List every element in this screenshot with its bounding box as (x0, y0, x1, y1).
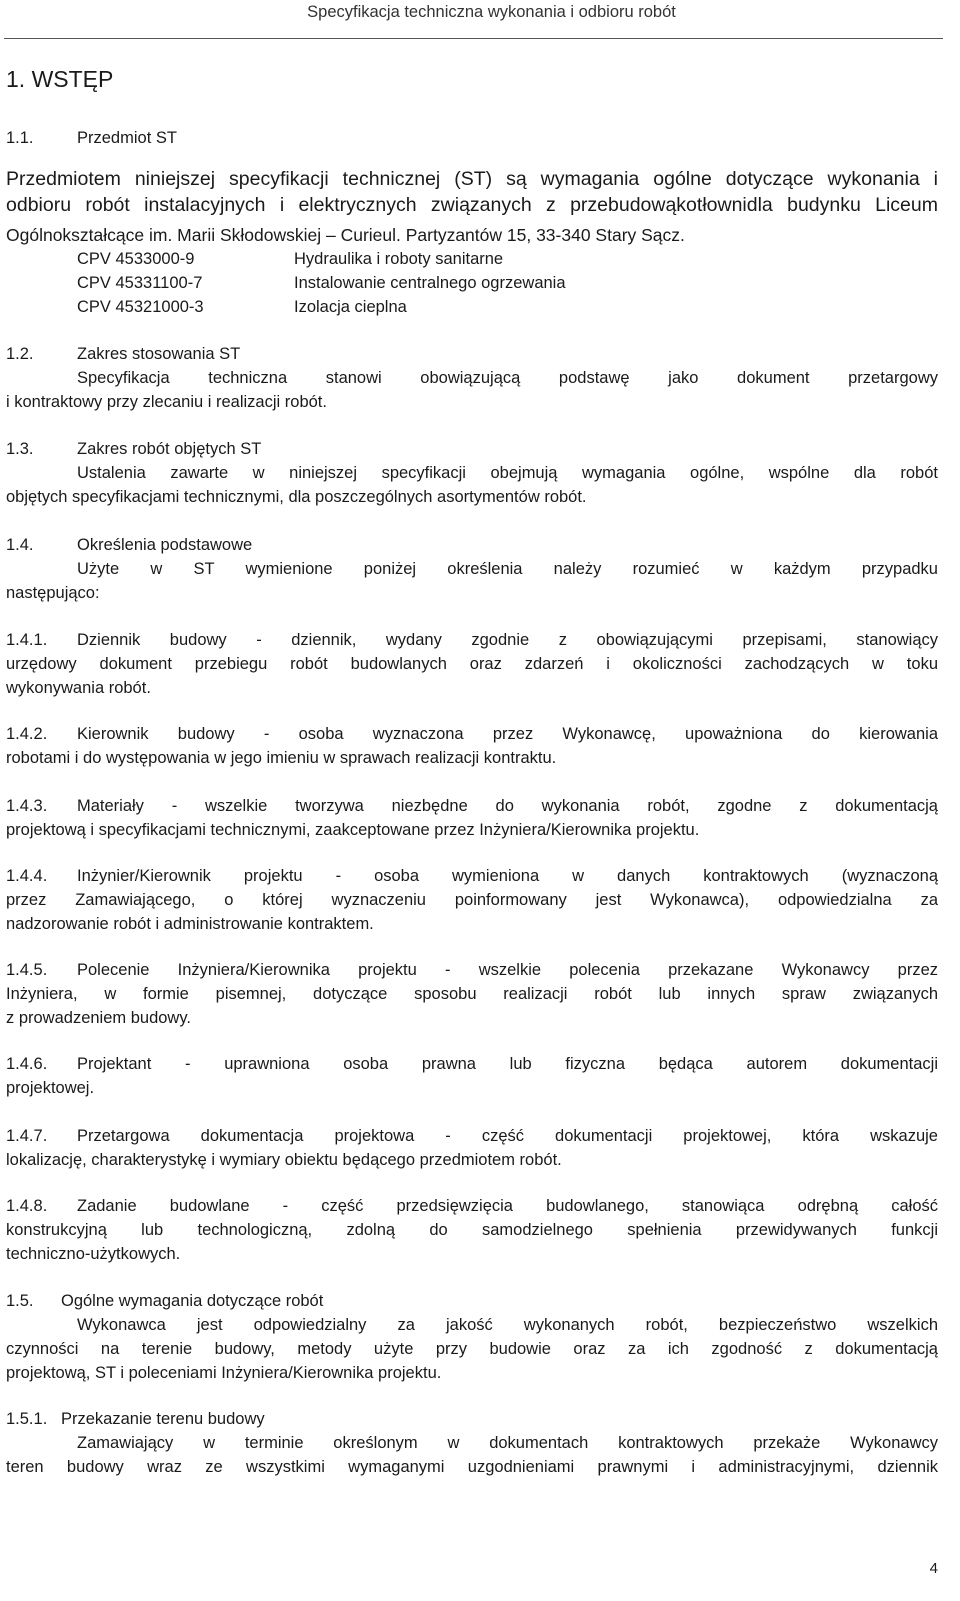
cpv-desc: Instalowanie centralnego ogrzewania (294, 274, 566, 292)
text-line: Użyte w ST wymienione poniżej określenia należy rozumieć w każdym przypadku (77, 560, 938, 578)
text-line: robotami i do występowania w jego imieniu w sprawach realizacji kontraktu. (6, 749, 557, 767)
definition-1-4-3 (6, 794, 938, 842)
text-line: nadzorowanie robót i administrowanie kontraktem. (6, 915, 374, 933)
section-number: 1.4.5. (6, 961, 48, 979)
section-number: 1.4.2. (6, 725, 48, 743)
section-title: Ogólne wymagania dotyczące robót (61, 1292, 324, 1310)
definition-1-4-6 (6, 1052, 938, 1100)
section-title: Zakres stosowania ST (77, 345, 241, 363)
section-1-5-heading (6, 1289, 938, 1313)
section-number: 1.4.3. (6, 797, 48, 815)
definition-1-4-1 (6, 628, 938, 700)
text-line: projektową, ST i poleceniami Inżyniera/Kierownika projektu. (6, 1364, 442, 1382)
page-number: 4 (929, 1560, 938, 1577)
cpv-desc: Izolacja cieplna (294, 298, 407, 316)
cpv-list (77, 247, 566, 319)
section-1-5-1-body (6, 1431, 938, 1479)
cpv-code: CPV 45321000-3 (77, 298, 204, 316)
definition-1-4-7 (6, 1124, 938, 1172)
section-1-2-body (6, 366, 938, 414)
section-title: Przekazanie terenu budowy (61, 1410, 265, 1428)
section-1-4-body (6, 557, 938, 605)
section-1-5-body (6, 1313, 938, 1385)
section-number: 1.4. (6, 536, 34, 554)
text-line: projektowej. (6, 1079, 95, 1097)
text-line: Specyfikacja techniczna stanowi obowiązującą podstawę jako dokument przetargowy (77, 369, 938, 387)
text-line: z prowadzeniem budowy. (6, 1009, 191, 1027)
section-number: 1.4.8. (6, 1197, 48, 1215)
text-line: urzędowy dokument przebiegu robót budowlanych oraz zdarzeń i okoliczności zachodzących w toku (6, 655, 938, 673)
section-1-3-heading (6, 437, 938, 461)
section-number: 1.2. (6, 345, 34, 363)
section-1-1-address: Ogólnokształcące im. Marii Skłodowskiej – Curieul. Partyzantów 15, 33-340 Stary Sącz. (6, 225, 685, 245)
section-1-5-1-heading (6, 1407, 938, 1431)
text-line: Ustalenia zawarte w niniejszej specyfikacji obejmują wymagania ogólne, wspólne dla robót (77, 464, 938, 482)
text-line: 1.4.8. Zadanie budowlane - część przedsięwzięcia budowlanego, stanowiąca odrębną całość (6, 1194, 938, 1218)
section-number: 1.1. (6, 129, 34, 147)
definition-1-4-4 (6, 864, 938, 936)
text-line: 1.4.2. Kierownik budowy - osoba wyznaczona przez Wykonawcę, upoważniona do kierowania (6, 722, 938, 746)
cpv-code: CPV 4533000-9 (77, 250, 195, 268)
cpv-row (77, 247, 566, 271)
section-1-4-heading (6, 533, 938, 557)
section-1-1-body (6, 166, 938, 218)
section-title: Przedmiot ST (77, 129, 177, 147)
text-line: odbioru robót instalacyjnych i elektrycznych związanych z przebudowąkotłownidla budynku Liceum (6, 194, 938, 216)
text-line: Inżyniera, w formie pisemnej, dotyczące sposobu realizacji robót lub innych spraw związanych (6, 985, 938, 1003)
text-line: przez Zamawiającego, o której wyznaczeniu poinformowany jest Wykonawca), odpowiedzialna za (6, 891, 938, 909)
text-line: Zamawiający w terminie określonym w dokumentach kontraktowych przekaże Wykonawcy (77, 1434, 938, 1452)
section-title: Określenia podstawowe (77, 536, 253, 554)
text-line: 1.4.7. Przetargowa dokumentacja projektowa - część dokumentacji projektowej, która wskazuje (6, 1124, 938, 1148)
section-number: 1.5.1. (6, 1410, 48, 1428)
text-line: Wykonawca jest odpowiedzialny za jakość wykonanych robót, bezpieczeństwo wszelkich (77, 1316, 938, 1334)
section-1-1-heading (6, 126, 938, 150)
header-rule (4, 38, 943, 39)
cpv-code: CPV 45331100-7 (77, 274, 203, 292)
cpv-row (77, 295, 566, 319)
definition-1-4-2 (6, 722, 938, 770)
cpv-row (77, 271, 566, 295)
text-line: projektową i specyfikacjami technicznymi, zaakceptowane przez Inżyniera/Kierownika projektu. (6, 821, 700, 839)
text-line: 1.4.4. Inżynier/Kierownik projektu - osoba wymieniona w danych kontraktowych (wyznaczoną (6, 864, 938, 888)
definition-1-4-5 (6, 958, 938, 1030)
section-number: 1.4.7. (6, 1127, 48, 1145)
section-number: 1.4.1. (6, 631, 48, 649)
section-1-2-heading (6, 342, 938, 366)
section-title: Zakres robót objętych ST (77, 440, 262, 458)
section-number: 1.5. (6, 1292, 34, 1310)
section-number: 1.4.4. (6, 867, 48, 885)
chapter-heading: 1. WSTĘP (6, 66, 114, 92)
text-line: Przedmiotem niniejszej specyfikacji technicznej (ST) są wymagania ogólne dotyczące wykonania i (6, 168, 938, 190)
text-line: czynności na terenie budowy, metody użyte przy budowie oraz za ich zgodność z dokumentacją (6, 1340, 938, 1358)
text-line: lokalizację, charakterystykę i wymiary obiektu będącego przedmiotem robót. (6, 1151, 562, 1169)
section-number: 1.3. (6, 440, 34, 458)
text-line: następująco: (6, 584, 100, 602)
definition-1-4-8 (6, 1194, 938, 1266)
section-1-3-body (6, 461, 938, 509)
text-line: 1.4.1. Dziennik budowy - dziennik, wydany zgodnie z obowiązującymi przepisami, stanowiący (6, 628, 938, 652)
text-line: 1.4.3. Materiały - wszelkie tworzywa niezbędne do wykonania robót, zgodne z dokumentacją (6, 794, 938, 818)
cpv-desc: Hydraulika i roboty sanitarne (294, 250, 504, 268)
text-line: teren budowy wraz ze wszystkimi wymaganymi uzgodnieniami prawnymi i administracyjnymi, dziennik (6, 1458, 938, 1476)
text-line: techniczno-użytkowych. (6, 1245, 181, 1263)
text-line: konstrukcyjną lub technologiczną, zdolną do samodzielnego spełnienia przewidywanych funkcji (6, 1221, 938, 1239)
text-line: 1.4.6. Projektant - uprawniona osoba prawna lub fizyczna będąca autorem dokumentacji (6, 1052, 938, 1076)
text-line: objętych specyfikacjami technicznymi, dla poszczególnych asortymentów robót. (6, 488, 587, 506)
section-number: 1.4.6. (6, 1055, 48, 1073)
text-line: wykonywania robót. (6, 679, 151, 697)
running-header: Specyfikacja techniczna wykonania i odbioru robót (307, 3, 676, 21)
text-line: 1.4.5. Polecenie Inżyniera/Kierownika projektu - wszelkie polecenia przekazane Wykonawcy przez (6, 958, 938, 982)
text-line: i kontraktowy przy zlecaniu i realizacji robót. (6, 393, 327, 411)
